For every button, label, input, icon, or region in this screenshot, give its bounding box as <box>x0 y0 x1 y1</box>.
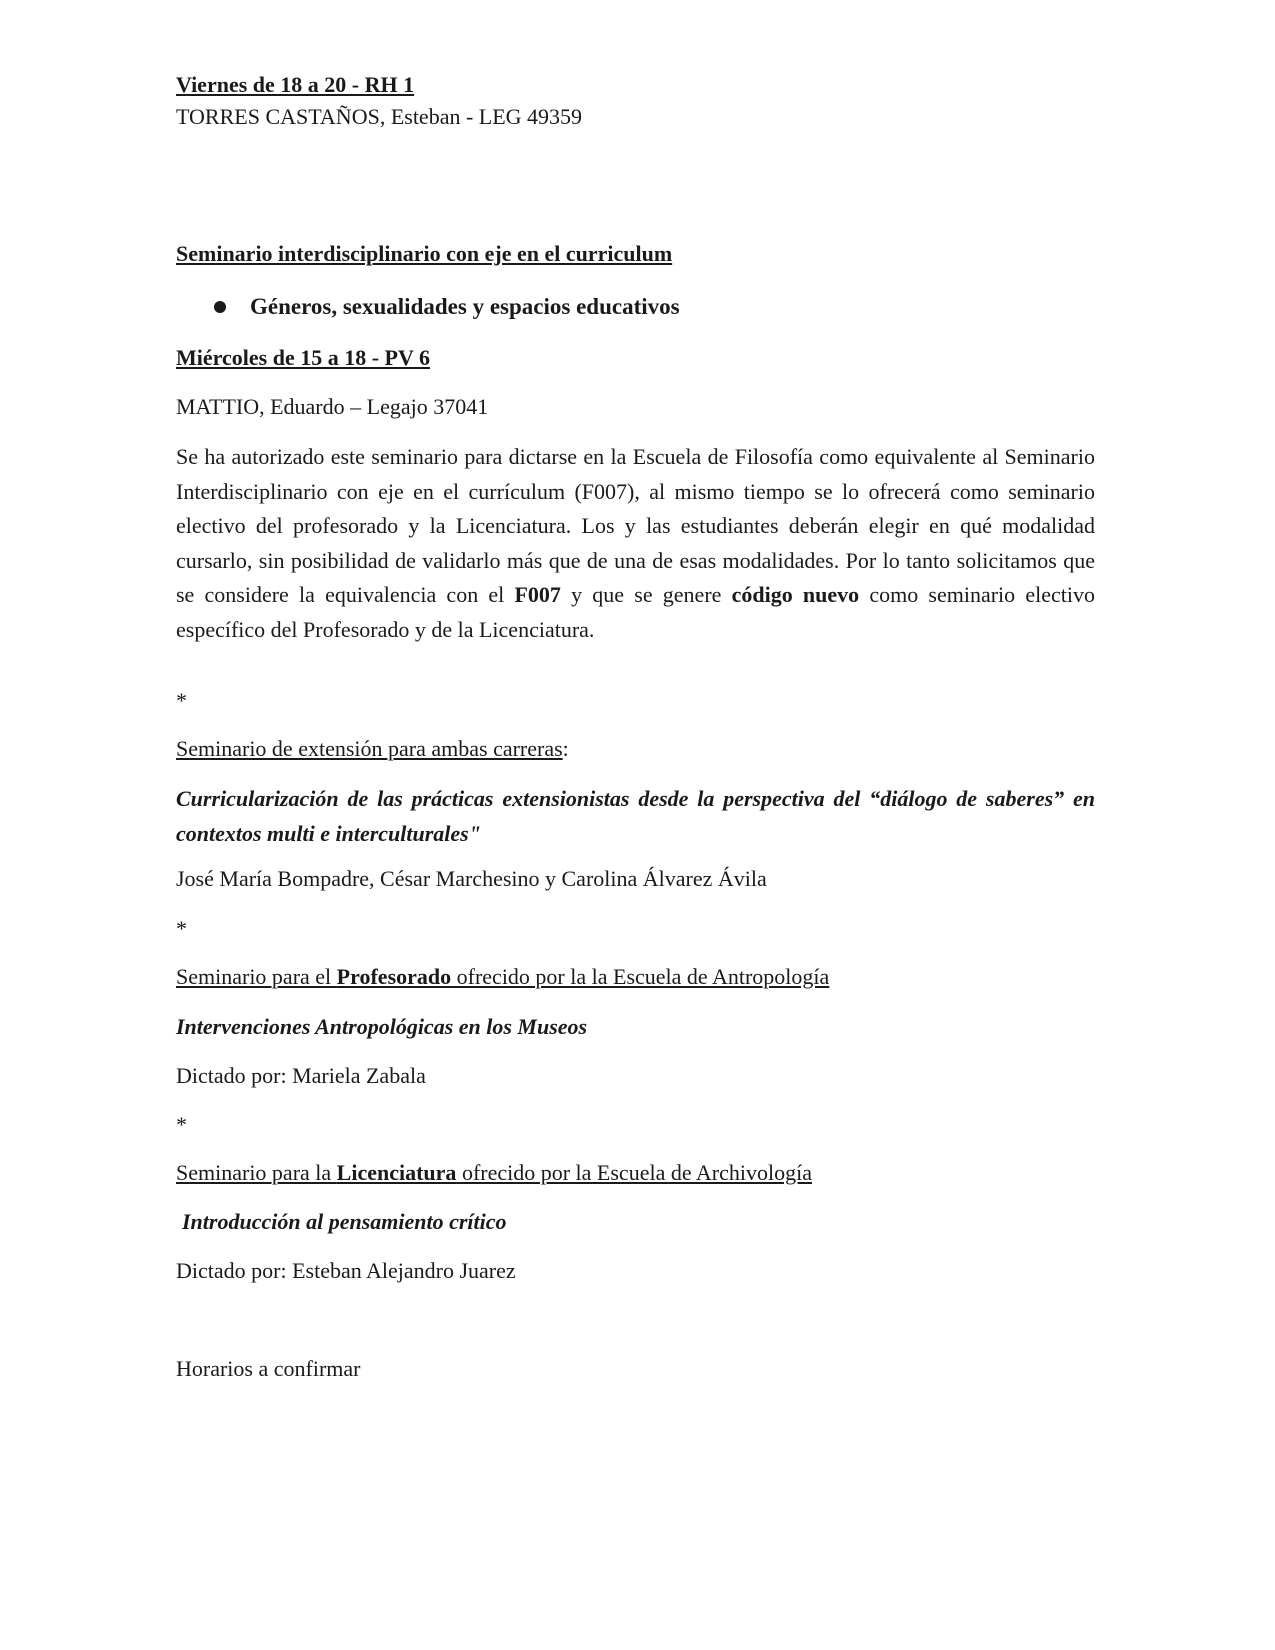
paragraph-text: y que se genere <box>560 582 732 607</box>
heading-text: ofrecido por la la Escuela de Antropología <box>451 964 830 989</box>
section-heading <box>176 964 829 990</box>
heading-text: Seminario de extensión para ambas carreras <box>176 736 563 761</box>
teacher-line: MATTIO, Eduardo – Legajo 37041 <box>176 394 489 419</box>
schedule-heading: Viernes de 18 a 20 - RH 1 <box>176 72 415 97</box>
bullet-item <box>214 294 680 320</box>
separator: * <box>176 916 187 941</box>
paragraph-bold-code: F007 <box>514 582 561 607</box>
paragraph-bold-new-code: código nuevo <box>731 582 860 607</box>
heading-bold: Licenciatura <box>336 1160 457 1185</box>
heading-text: Seminario para el <box>176 964 337 989</box>
heading-text: Seminario para la <box>176 1160 337 1185</box>
footer-note: Horarios a confirmar <box>176 1356 361 1381</box>
seminar-title: Intervenciones Antropológicas en los Museos <box>176 1014 588 1039</box>
heading-bold: Profesorado <box>336 964 452 989</box>
separator: * <box>176 1112 187 1137</box>
separator: * <box>176 688 187 713</box>
section-heading <box>176 736 569 762</box>
seminar-title: Introducción al pensamiento crítico <box>182 1209 507 1234</box>
heading-colon: : <box>562 736 569 761</box>
teacher-line: Dictado por: Esteban Alejandro Juarez <box>176 1258 516 1283</box>
seminar-title: Curricularización de las prácticas extensionistas desde la perspectiva del “diálogo de saberes” en contextos multi e interculturales" <box>176 786 1095 846</box>
description-paragraph <box>176 440 1095 647</box>
teachers-line: José María Bompadre, César Marchesino y Carolina Álvarez Ávila <box>176 866 767 891</box>
teacher-line: TORRES CASTAÑOS, Esteban - LEG 49359 <box>176 104 583 129</box>
teacher-line: Dictado por: Mariela Zabala <box>176 1063 426 1088</box>
bullet-icon <box>214 301 226 313</box>
paragraph-text: como seminario electivo específico del Profesorado y de la Licenciatura. <box>176 582 1095 642</box>
schedule-heading: Miércoles de 15 a 18 - PV 6 <box>176 345 430 370</box>
paragraph-text: Se ha autorizado este seminario para dictarse en la Escuela de Filosofía como equivalente al Seminario Interdisciplinario con eje en el currículum (F007), al mismo tiempo se lo ofrecerá como seminario electivo del profesorado y la Licenciatura. Los y las estudiantes deberán elegir en qué modalidad cursarlo, sin posibilidad de validarlo más que de una de esas modalidades. Por lo tanto solicitamos que se considere la equivalencia con el <box>176 444 1095 607</box>
section-heading: Seminario interdisciplinario con eje en el curriculum <box>176 241 673 266</box>
heading-text: ofrecido por la Escuela de Archivología <box>456 1160 812 1185</box>
section-heading <box>176 1160 812 1186</box>
bullet-text: Géneros, sexualidades y espacios educativos <box>250 294 680 319</box>
